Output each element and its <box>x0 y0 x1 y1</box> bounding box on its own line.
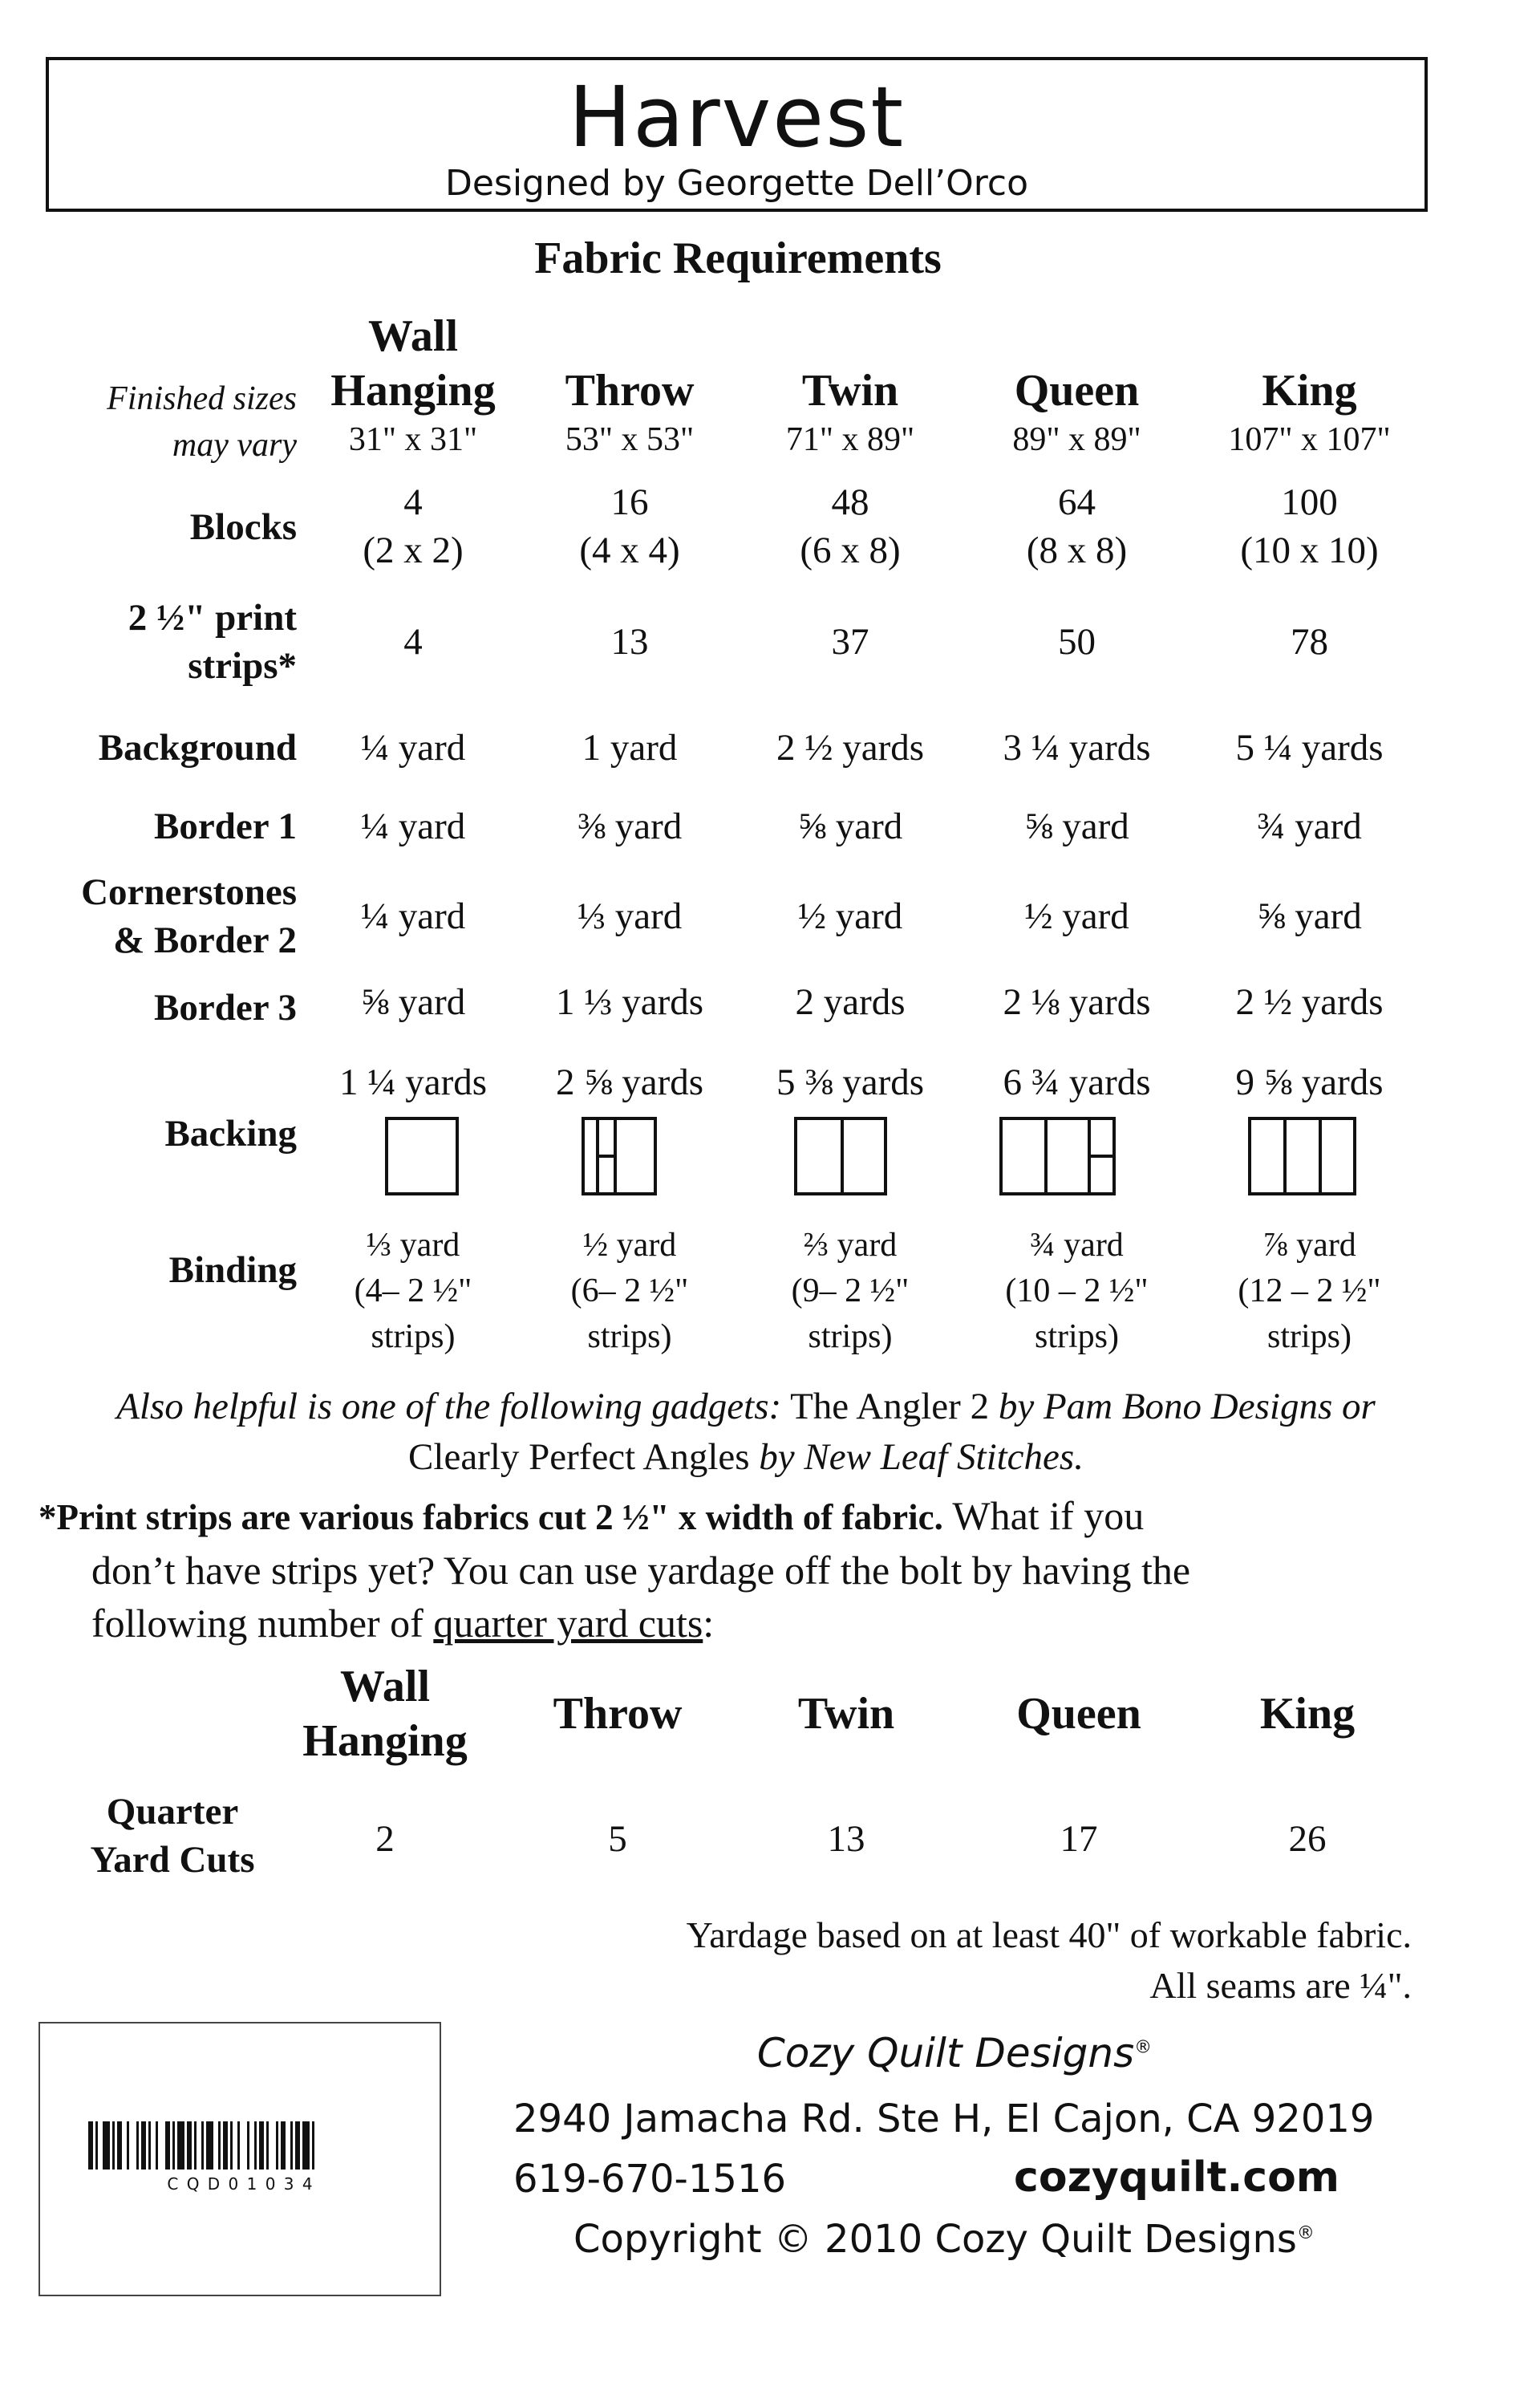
row-label-print-strips: 2 ½" print strips* <box>128 597 297 687</box>
border3-wall-hanging: ⅝ yard <box>360 981 466 1023</box>
qc-header-wall-hanging: Wall Hanging <box>302 1662 468 1766</box>
background-throw: 1 yard <box>582 727 678 769</box>
background-king: 5 ¼ yards <box>1235 727 1384 769</box>
backing-throw: 2 ⅝ yards <box>555 1061 704 1103</box>
finished-sizes-note: Finished sizes may vary <box>107 380 297 464</box>
size-twin: 71" x 89" <box>785 421 915 458</box>
border3-queen: 2 ⅛ yards <box>1003 981 1151 1023</box>
qc-header-twin: Twin <box>797 1689 895 1739</box>
company-website-link[interactable]: cozyquilt.com <box>1014 2153 1339 2202</box>
border3-twin: 2 yards <box>795 981 906 1023</box>
blocks-king: 100 (10 x 10) <box>1240 481 1379 571</box>
cornerstones-queen: ½ yard <box>1024 895 1129 937</box>
qc-header-queen: Queen <box>1016 1689 1141 1739</box>
seam-line <box>1088 1155 1116 1158</box>
blocks-twin: 48 (6 x 8) <box>800 481 901 571</box>
seam-line <box>841 1120 844 1192</box>
qc-header-throw: Throw <box>553 1689 683 1739</box>
company-address: 2940 Jamacha Rd. Ste H, El Cajon, CA 92019 <box>513 2096 1375 2141</box>
row-label-backing: Backing <box>164 1113 297 1155</box>
backing-twin: 5 ⅜ yards <box>776 1061 925 1103</box>
cornerstones-wall-hanging: ¼ yard <box>360 895 466 937</box>
qc-king: 26 <box>1288 1818 1327 1860</box>
strips-king: 78 <box>1291 621 1328 663</box>
background-queen: 3 ¼ yards <box>1003 727 1151 769</box>
size-throw: 53" x 53" <box>565 421 695 458</box>
row-label-border-1: Border 1 <box>154 806 297 847</box>
qc-row-label: Quarter Yard Cuts <box>90 1791 255 1881</box>
backing-diagram-wall-hanging <box>385 1117 459 1195</box>
row-label-cornerstones: Cornerstones & Border 2 <box>81 871 297 961</box>
row-label-border-3: Border 3 <box>154 987 297 1029</box>
qc-queen: 17 <box>1060 1818 1098 1860</box>
gadgets-note: Also helpful is one of the following gadgets: The Angler 2 by Pam Bono Designs or Clearly Perfect Angles by New Leaf Stitches. <box>116 1386 1376 1478</box>
binding-queen: ¾ yard (10 – 2 ½" strips) <box>1005 1227 1149 1355</box>
col-header-king: King <box>1262 366 1357 416</box>
size-wall-hanging: 31" x 31" <box>348 421 478 458</box>
qc-header-king: King <box>1259 1689 1356 1739</box>
seam-line <box>1283 1120 1287 1192</box>
designer-credit: Designed by Georgette Dell’Orco <box>444 163 1029 204</box>
border3-king: 2 ½ yards <box>1235 981 1384 1023</box>
backing-king: 9 ⅝ yards <box>1235 1061 1384 1103</box>
backing-diagram-king <box>1248 1117 1356 1195</box>
backing-wall-hanging: 1 ¼ yards <box>338 1061 488 1103</box>
strips-wall-hanging: 4 <box>403 621 423 663</box>
background-twin: 2 ½ yards <box>776 727 925 769</box>
title-box <box>46 57 1428 212</box>
fabric-requirements-heading: Fabric Requirements <box>534 233 942 283</box>
border1-twin: ⅝ yard <box>797 806 903 847</box>
blocks-throw: 16 (4 x 4) <box>579 481 680 571</box>
strips-note: *Print strips are various fabrics cut 2 ½" x width of fabric. What if you don’t have strips yet? You can use yardage off the bolt by having the following number of quarter yard cuts: <box>38 1493 1191 1646</box>
binding-twin: ⅔ yard (9– 2 ½" strips) <box>791 1227 910 1355</box>
row-label-blocks: Blocks <box>189 506 297 548</box>
col-header-throw: Throw <box>565 366 695 416</box>
size-queen: 89" x 89" <box>1012 421 1141 458</box>
row-label-binding: Binding <box>168 1249 297 1291</box>
binding-throw: ½ yard (6– 2 ½" strips) <box>570 1227 689 1355</box>
border1-king: ¾ yard <box>1257 806 1362 847</box>
barcode-box <box>38 2022 441 2296</box>
border1-queen: ⅝ yard <box>1024 806 1129 847</box>
company-phone: 619-670-1516 <box>513 2157 787 2202</box>
cornerstones-twin: ½ yard <box>797 895 903 937</box>
seam-line <box>596 1155 617 1158</box>
copyright: Copyright © 2010 Cozy Quilt Designs® <box>573 2217 1315 2262</box>
backing-diagram-queen <box>999 1117 1116 1195</box>
binding-wall-hanging: ⅓ yard (4– 2 ½" strips) <box>354 1227 472 1355</box>
size-king: 107" x 107" <box>1228 421 1391 458</box>
border1-throw: ⅜ yard <box>577 806 683 847</box>
qc-wall-hanging: 2 <box>375 1818 395 1860</box>
background-wall-hanging: ¼ yard <box>360 727 466 769</box>
yardage-note: Yardage based on at least 40" of workable fabric. All seams are ¼". <box>686 1914 1412 2006</box>
strips-queen: 50 <box>1058 621 1096 663</box>
border1-wall-hanging: ¼ yard <box>360 806 466 847</box>
barcode-icon <box>88 2121 393 2170</box>
qc-throw: 5 <box>608 1818 627 1860</box>
blocks-wall-hanging: 4 (2 x 2) <box>363 481 464 571</box>
row-label-background: Background <box>98 727 297 769</box>
cornerstones-throw: ⅓ yard <box>577 895 683 937</box>
backing-diagram-twin <box>794 1117 887 1195</box>
col-header-queen: Queen <box>1014 366 1140 416</box>
border3-throw: 1 ⅓ yards <box>555 981 704 1023</box>
backing-queen: 6 ¾ yards <box>1003 1061 1151 1103</box>
strips-twin: 37 <box>831 621 869 663</box>
qc-twin: 13 <box>827 1818 865 1860</box>
barcode-number: C Q D 0 1 0 3 4 <box>167 2174 314 2194</box>
binding-king: ⅞ yard (12 – 2 ½" strips) <box>1238 1227 1381 1355</box>
col-header-twin: Twin <box>801 366 899 416</box>
seam-line <box>1044 1120 1048 1192</box>
cornerstones-king: ⅝ yard <box>1257 895 1362 937</box>
backing-diagram-throw <box>582 1117 657 1195</box>
blocks-queen: 64 (8 x 8) <box>1026 481 1128 571</box>
company-name: Cozy Quilt Designs® <box>756 2030 1153 2076</box>
strips-throw: 13 <box>610 621 649 663</box>
seam-line <box>1319 1120 1322 1192</box>
col-header-wall-hanging: Wall Hanging <box>330 311 496 416</box>
pattern-title: Harvest <box>568 68 906 166</box>
